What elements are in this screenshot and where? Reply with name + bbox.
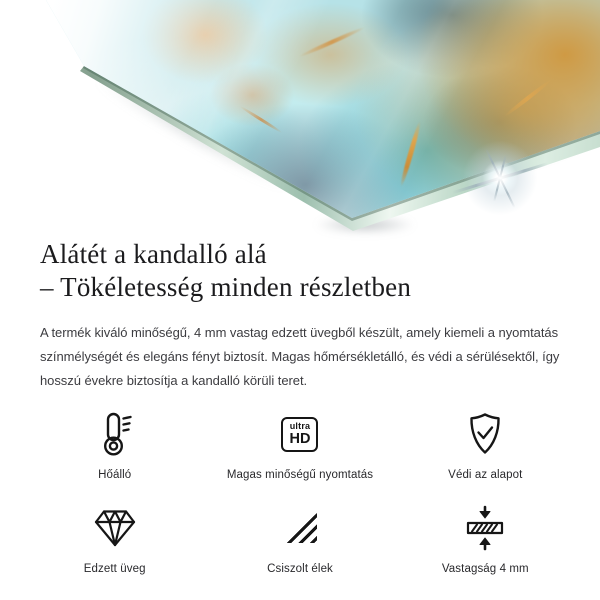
feature-label: Védi az alapot bbox=[448, 469, 523, 481]
page-title-line1: Alátét a kandalló alá bbox=[40, 239, 267, 269]
feature-tempered-glass bbox=[22, 505, 207, 575]
feature-label: Csiszolt élek bbox=[267, 563, 333, 575]
ultra-hd-text-top: ultra bbox=[289, 421, 311, 431]
description-line: színmélységét és elegáns fényt biztosít. Magas hőmérsékletálló, és védi a sérülésektől, így bbox=[40, 349, 560, 364]
feature-heat-resistant bbox=[22, 411, 207, 481]
feature-grid bbox=[22, 411, 578, 575]
feature-label: Vastagság 4 mm bbox=[441, 563, 529, 575]
feature-polished-edges bbox=[207, 505, 392, 575]
feature-protects-base bbox=[393, 411, 578, 481]
thermometer-icon bbox=[93, 411, 137, 457]
page-title-line2: – Tökéletesség minden részletben bbox=[40, 272, 412, 302]
product-photo bbox=[0, 0, 600, 232]
shield-check-icon bbox=[463, 411, 507, 457]
product-description bbox=[40, 321, 560, 393]
description-line: A termék kiváló minőségű, 4 mm vastag edzett üvegből készült, amely kiemeli a nyomtatás bbox=[40, 325, 559, 340]
description-line: hosszú évekre biztosítja a kandalló körüli teret. bbox=[40, 373, 308, 388]
ultra-hd-text-bottom: HD bbox=[289, 431, 311, 447]
feature-label: Edzett üveg bbox=[83, 563, 146, 575]
polished-edges-icon bbox=[283, 505, 317, 551]
ultra-hd-icon bbox=[281, 411, 318, 457]
thickness-icon bbox=[463, 505, 507, 551]
ultra-hd-box bbox=[281, 417, 318, 452]
feature-thickness bbox=[393, 505, 578, 575]
feature-label: Hőálló bbox=[98, 469, 132, 481]
feature-label: Magas minőségű nyomtatás bbox=[226, 469, 374, 481]
feature-print-quality bbox=[207, 411, 392, 481]
diagonal-stripes bbox=[283, 513, 317, 543]
diamond-icon bbox=[91, 505, 139, 551]
page-title bbox=[40, 238, 560, 304]
